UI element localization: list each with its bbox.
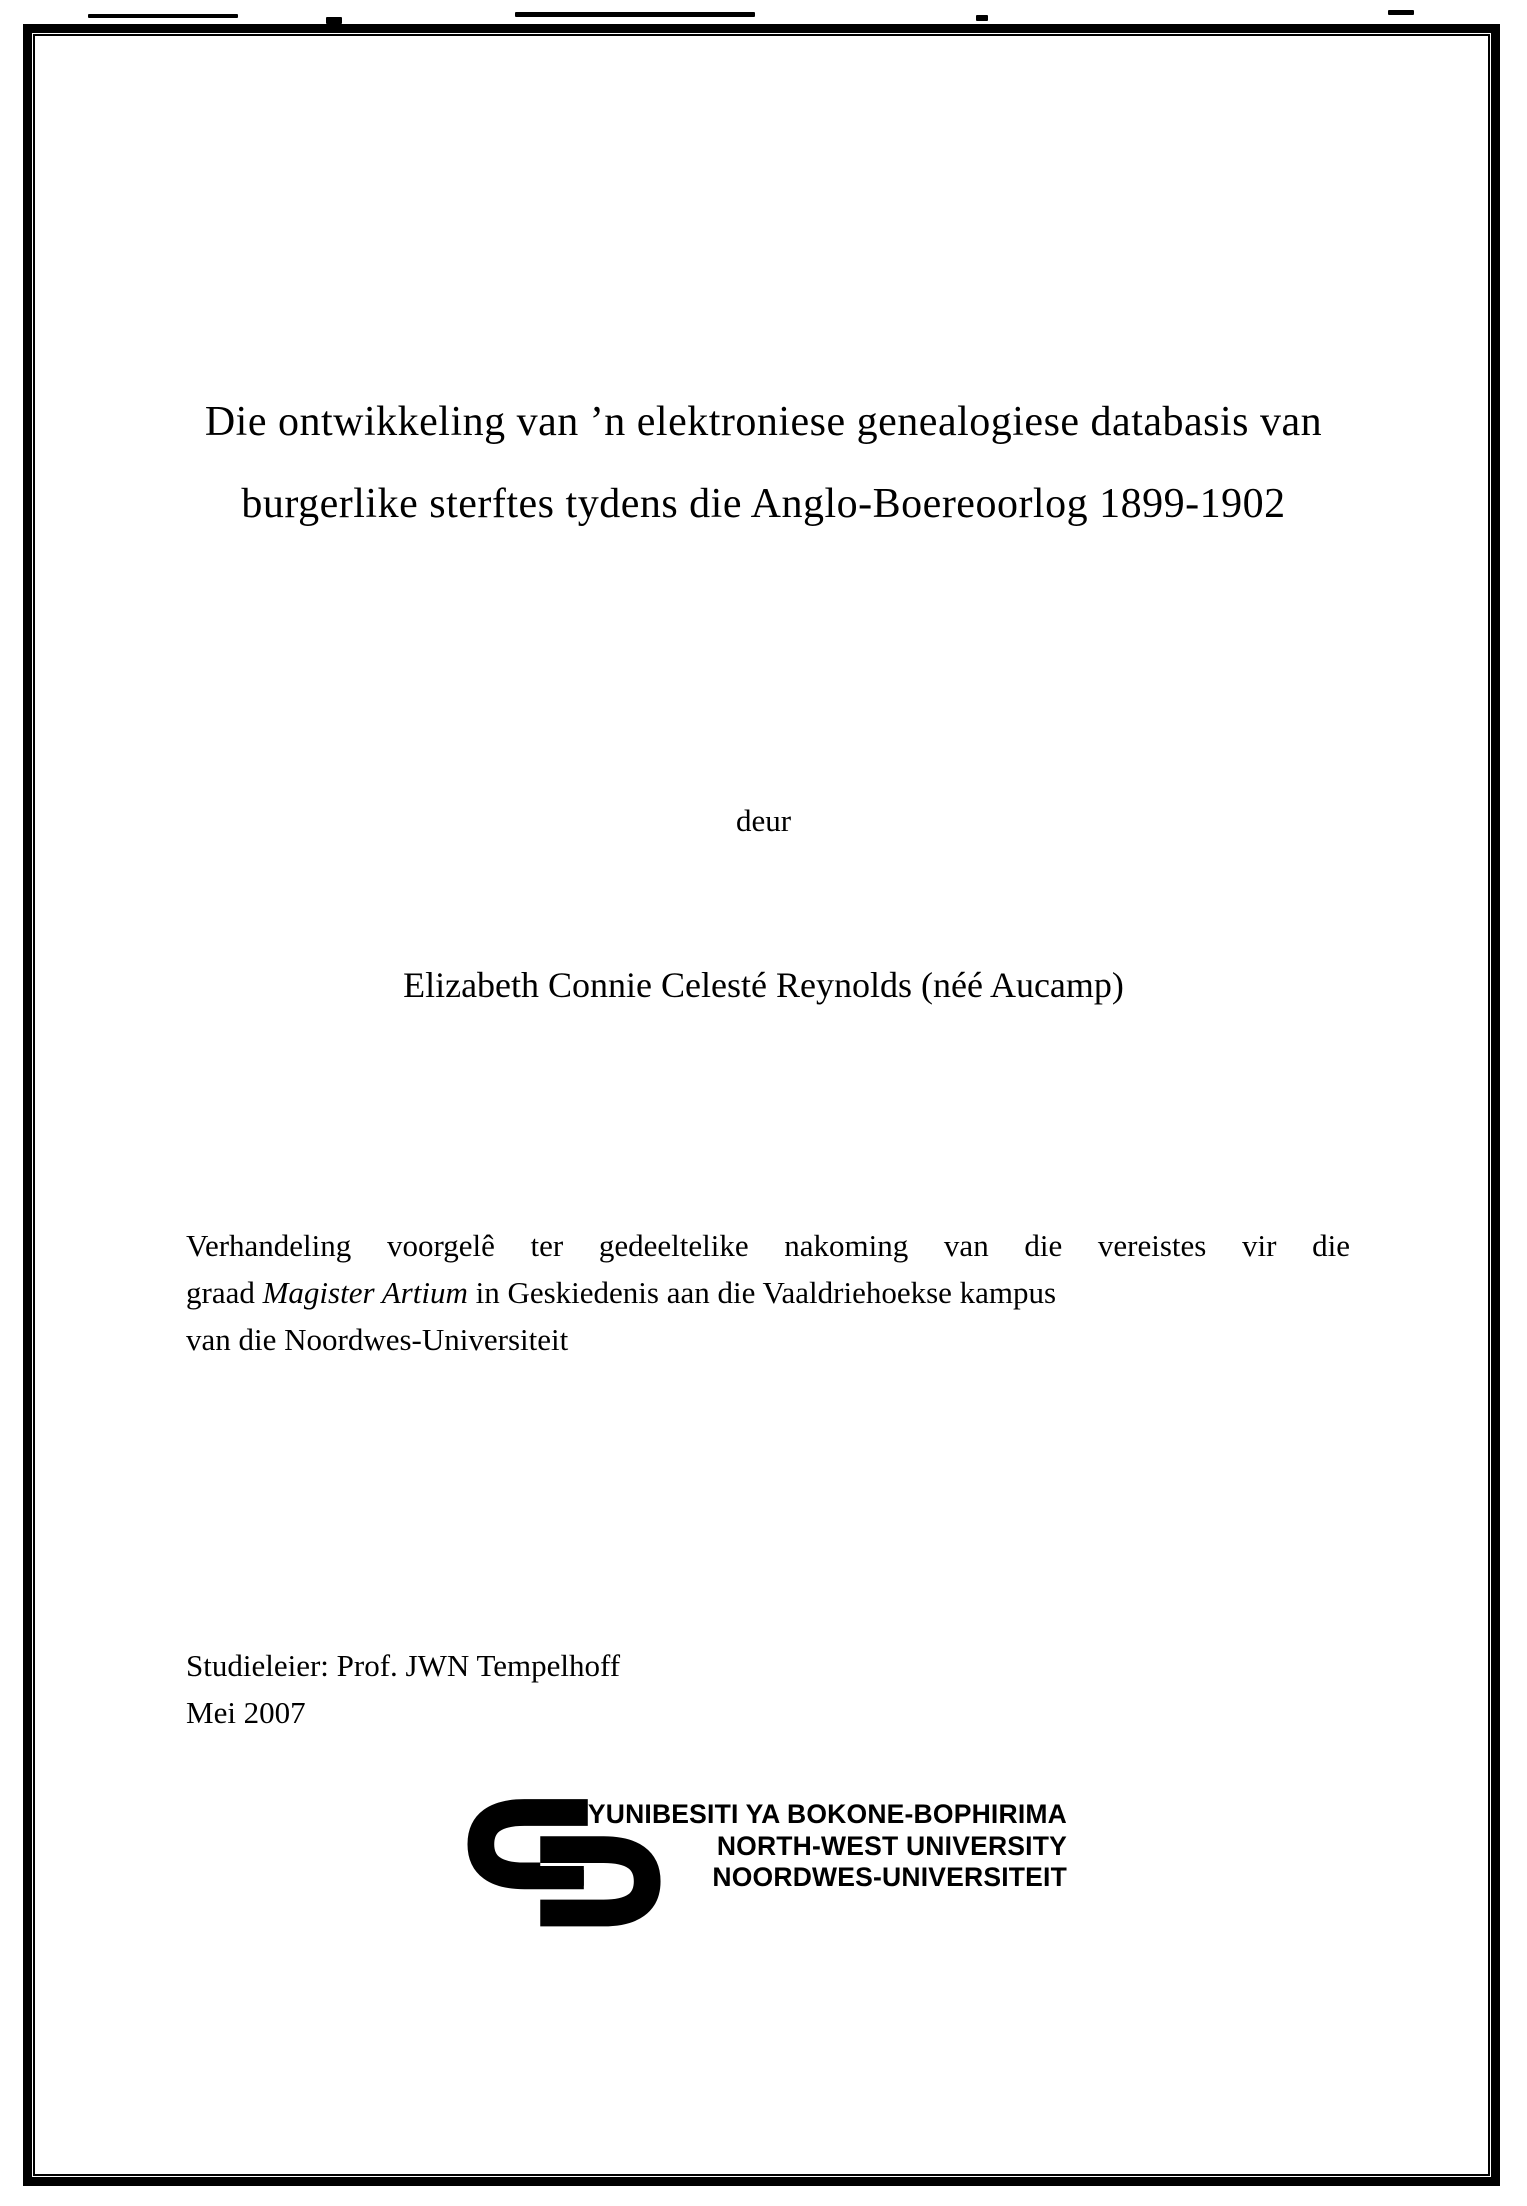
scan-artifact [1388,10,1414,15]
scan-artifact [326,17,342,24]
byline-label: deur [735,803,792,838]
logo-text-setswana: YUNIBESITI YA BOKONE-BOPHIRIMA [587,1799,1067,1829]
supervisor-line: Studieleier: Prof. JWN Tempelhoff [186,1648,621,1683]
logo-text-english: NORTH-WEST UNIVERSITY [716,1830,1067,1861]
description-line-1: Verhandeling voorgelê ter gedeeltelike nakoming van die vereistes vir die [186,1228,1350,1263]
description-line-2 [186,1269,1350,1316]
scan-artifact [515,12,755,17]
thesis-title-line-2: burgerlike sterftes tydens die Anglo-Boereoorlog 1899-1902 [241,481,1286,527]
scan-artifact [976,15,988,21]
thesis-description [186,1222,1350,1363]
university-logo-text [585,1799,1067,1894]
degree-name-italic: Magister Artium [262,1275,468,1310]
logo-text-afrikaans: NOORDWES-UNIVERSITEIT [712,1862,1067,1892]
date-line: Mei 2007 [186,1695,306,1730]
author-name: Elizabeth Connie Celesté Reynolds (néé Aucamp) [403,965,1124,1005]
description-line-3: van die Noordwes-Universiteit [186,1322,569,1357]
scan-artifact [88,14,238,18]
description-line-2-suffix: in Geskiedenis aan die Vaaldriehoekse kampus [467,1275,1057,1310]
supervisor-block [186,1642,1086,1736]
thesis-title-line-1: Die ontwikkeling van ’n elektroniese genealogiese databasis van [204,399,1323,445]
thesis-title [88,381,1439,545]
description-line-2-prefix: graad [186,1275,263,1310]
university-logo [467,1796,1067,1936]
